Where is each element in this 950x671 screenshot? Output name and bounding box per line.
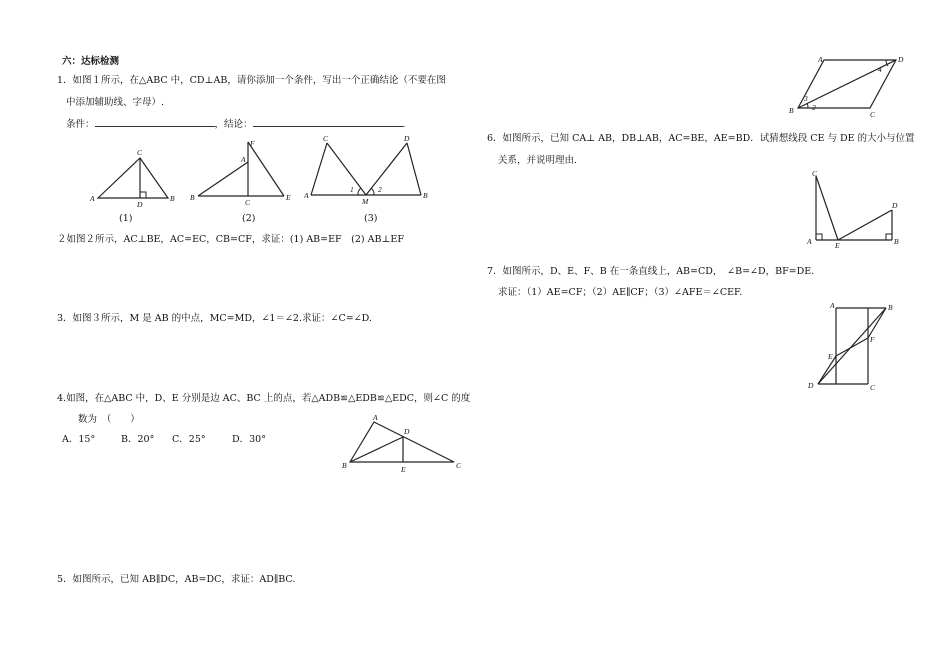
q4-option-a[interactable]: A．15°	[62, 434, 96, 445]
fig3-label-b: B	[423, 191, 428, 200]
q4-line2: 数为 （ ）	[78, 414, 140, 425]
q6-line2: 关系，并说明理由.	[498, 155, 578, 166]
fig6-label-e: E	[835, 241, 840, 250]
fig6-label-d: D	[892, 201, 898, 210]
section-title: 六：达标检测	[62, 56, 120, 67]
fig1-label-c: C	[137, 148, 143, 157]
fig5-label-c: C	[870, 110, 876, 119]
q1-line2: 中添加辅助线、字母）.	[66, 97, 165, 108]
q4-option-d[interactable]: D．30°	[232, 434, 266, 445]
fig3-label-2: 2	[378, 185, 382, 194]
fig3-label-m: M	[362, 197, 369, 206]
fig7-label-f: F	[870, 335, 875, 344]
figure-q4	[340, 412, 468, 474]
q4-option-b[interactable]: B．20°	[121, 434, 155, 445]
fig4-label-e: E	[401, 465, 406, 474]
q1-answer-row	[66, 117, 406, 131]
q4-option-c[interactable]: C．25°	[172, 434, 206, 445]
q5-text: 5．如图所示，已知 AB∥DC，AB=DC，求证：AD∥BC.	[57, 574, 296, 585]
q7-line1: 7．如图所示，D、E、F、B 在一条直线上，AB=CD， ∠B=∠D，BF=DE.	[487, 266, 815, 277]
fig1-label-b: B	[170, 194, 175, 203]
fig5-label-2: 2	[812, 103, 816, 112]
q1-end-mark: .	[402, 119, 406, 130]
fig2-label-f: F	[250, 139, 255, 148]
fig3-label-a: A	[304, 191, 309, 200]
fig1-label-a: A	[90, 194, 95, 203]
q4-line1: 4.如图，在△ABC 中，D、E 分别是边 AC、BC 上的点，若△ADB≌△EDB≌△EDC，则∠C 的度	[57, 393, 471, 404]
fig7-label-e: E	[828, 352, 833, 361]
fig2-label-e: E	[286, 193, 291, 202]
fig5-label-b: B	[789, 106, 794, 115]
fig6-label-c: C	[812, 169, 818, 178]
fig5-label-d: D	[898, 55, 904, 64]
fig2-label-a: A	[241, 155, 246, 164]
fig5-label-a: A	[818, 55, 823, 64]
q7-line2: 求证：（1）AE=CF；（2）AE∥CF；（3）∠AFE＝∠CEF.	[498, 287, 743, 298]
q1-line1: 1．如图１所示，在△ABC 中，CD⊥AB，请你添加一个条件，写出一个正确结论（不要在图	[57, 75, 446, 86]
fig4-label-b: B	[342, 461, 347, 470]
figure-2	[188, 138, 298, 206]
fig7-label-a: A	[830, 301, 835, 310]
fig4-label-a: A	[373, 413, 378, 422]
q1-condition-blank[interactable]	[95, 117, 215, 127]
figure-q5	[788, 52, 908, 120]
q1-conclusion-blank[interactable]	[253, 117, 403, 127]
fig6-label-b: B	[894, 237, 899, 246]
fig2-label-c: C	[245, 198, 251, 207]
q2-text: ２如图２所示，AC⊥BE，AC=EC，CB=CF，求证：(1) AB=EF (2) AB⊥EF	[57, 234, 404, 245]
fig7-label-b: B	[888, 303, 893, 312]
figure-3	[303, 135, 433, 210]
q6-line1: 6．如图所示，已知 CA⊥ AB，DB⊥AB，AC=BE，AE=BD．试猜想线段 CE 与 DE 的大小与位置	[487, 133, 915, 144]
fig2-label-b: B	[190, 193, 195, 202]
caption-1: (1)	[119, 213, 133, 224]
caption-2: (2)	[242, 213, 256, 224]
fig6-label-a: A	[807, 237, 812, 246]
fig3-label-1: 1	[350, 185, 354, 194]
fig1-label-d: D	[137, 200, 143, 209]
figure-q6	[804, 170, 904, 250]
q1-condition-label: 条件：	[66, 119, 95, 130]
figure-1	[88, 148, 178, 208]
figure-q7	[806, 302, 896, 394]
q3-text: 3．如图３所示，M 是 AB 的中点，MC=MD，∠1＝∠2.求证：∠C=∠D.	[57, 313, 372, 324]
caption-3: (3)	[364, 213, 378, 224]
fig4-label-c: C	[456, 461, 462, 470]
fig7-label-c: C	[870, 383, 876, 392]
q1-conclusion-label: ，结论：	[214, 119, 253, 130]
fig5-label-3: 3	[804, 94, 808, 103]
fig3-label-d: D	[404, 134, 410, 143]
fig3-label-c: C	[323, 134, 329, 143]
fig4-label-d: D	[404, 427, 410, 436]
fig7-label-d: D	[808, 381, 814, 390]
fig5-label-4: 4	[878, 65, 882, 74]
